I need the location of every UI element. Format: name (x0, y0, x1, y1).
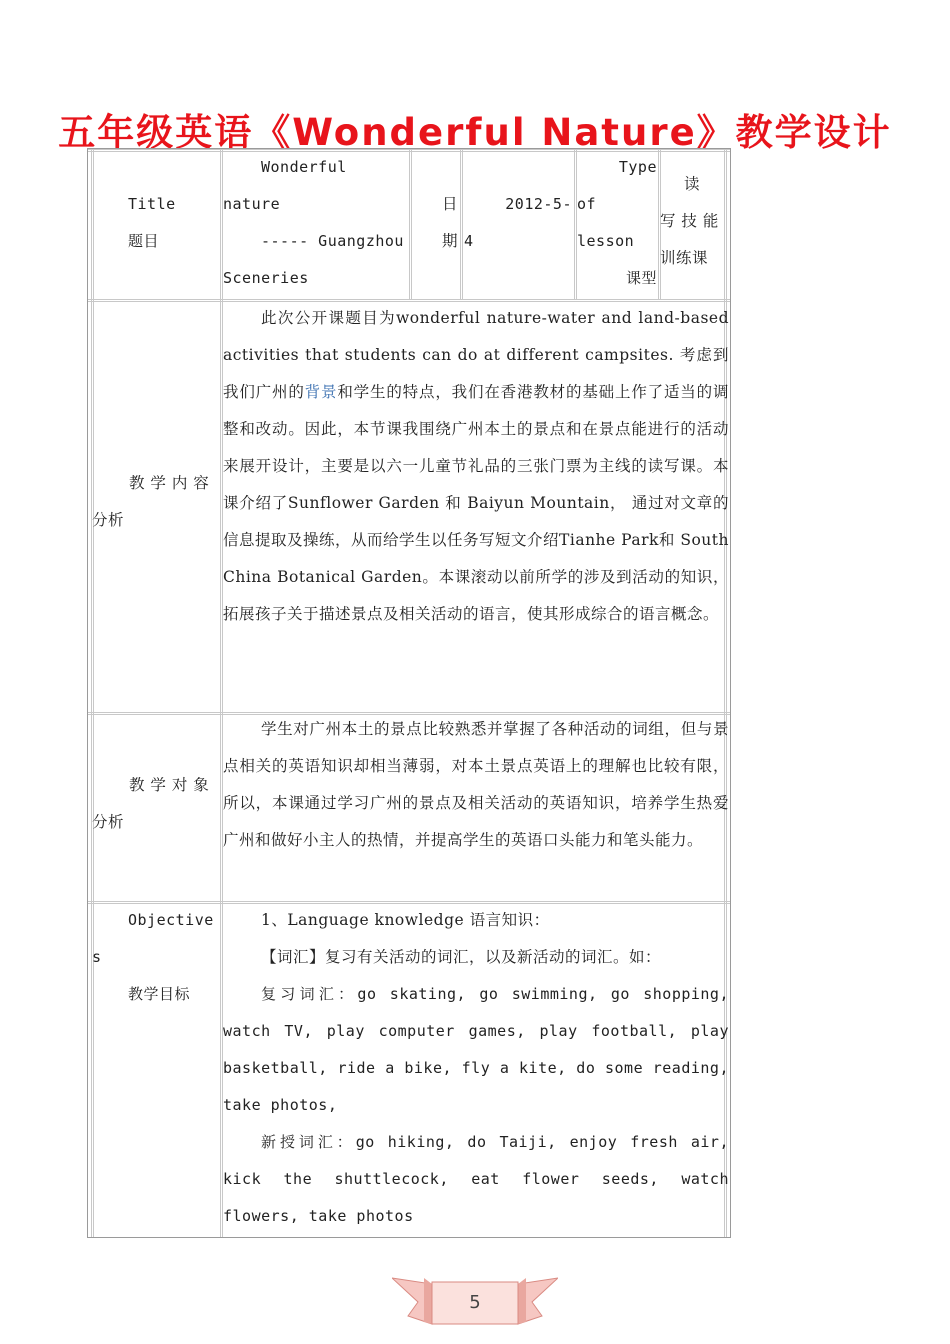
title-label-cn: 题目 (128, 232, 160, 250)
title-label-en: Title (128, 195, 176, 213)
content-text-part: 此次公开课题目为wonderful nature-water and land-based activities that students can do at different campsites. 考虑到我们广州的 (223, 309, 729, 401)
objectives-new-vocab: 新授词汇：go hiking, do Taiji, enjoy fresh air, kick the shuttlecock, eat flower seeds, watch flowers, take photos (223, 1133, 729, 1225)
title-label-cell (128, 186, 218, 260)
date-label-line: 日 (441, 195, 458, 213)
student-analysis-text: 学生对广州本土的景点比较熟悉并掌握了各种活动的词组，但与景点相关的英语知识却相当薄弱，对本土景点英语上的理解也比较有限，所以，本课通过学习广州的景点及相关活动的英语知识，培养学生热爱广州和做好小主人的热情，并提高学生的英语口头能力和笔头能力。 (223, 720, 729, 849)
title-value-line: Sceneries (223, 269, 309, 287)
lesson-type-value-cell (660, 166, 724, 277)
content-analysis-label-line: 分析 (92, 511, 125, 529)
document-title: 五年级英语《Wonderful Nature》教学设计 (58, 111, 892, 154)
lesson-type-label-line: 课型 (625, 269, 657, 287)
student-analysis-label-line: 教 学 对 象 (129, 776, 210, 794)
title-value-line: nature (223, 195, 281, 213)
lesson-type-value-line: 读 (683, 175, 700, 193)
content-text-part: 和学生的特点，我们在香港教材的基础上作了适当的调整和改动。因此，本节课我围绕广州本土的景点和在景点能进行的活动来展开设计，主要是以六一儿童节礼品的三张门票为主线的读写课。本课介绍了Sunflower Garden 和 Baiyun Mountain， 通过对文章的信息提取及操练，从而给学生以任务写短文介绍Tianhe Park和 South China Botanical Garden。本课滚动以前所学的涉及到活动的知识，拓展孩子关于描述景点及相关活动的语言，使其形成综合的语言概念。 (223, 383, 729, 623)
objectives-label-line: 教学目标 (128, 985, 191, 1003)
lesson-type-label-line: lesson (577, 232, 635, 250)
title-value-line: Wonderful (261, 158, 347, 176)
date-label-line: 期 (441, 232, 458, 250)
date-label-cell (411, 186, 458, 260)
objectives-review-vocab: 复习词汇：go skating, go swimming, go shopping, watch TV, play computer games, play football, play basketball, ride a bike, fly a kite, do some reading, take photos, (223, 985, 729, 1114)
date-value-cell (464, 186, 572, 260)
objectives-label-line: Objective (128, 911, 214, 929)
page-number-badge (392, 1272, 558, 1336)
objectives-text (223, 902, 729, 1235)
background-link[interactable]: 背景 (304, 383, 338, 401)
lesson-type-label-line: Type (618, 158, 657, 176)
date-value-line: 4 (464, 232, 474, 250)
student-analysis-label-line: 分析 (92, 813, 125, 831)
page-number: 5 (469, 1292, 481, 1313)
student-analysis-label (92, 767, 220, 841)
date-value-line: 2012-5- (505, 195, 572, 213)
content-analysis-text (223, 300, 729, 633)
lesson-type-label-cell (577, 149, 657, 297)
column-divider (460, 149, 463, 299)
objectives-vocab-line: 【词汇】复习有关活动的词汇，以及新活动的词汇。如： (261, 948, 662, 966)
lesson-type-value-line: 训练课 (660, 249, 709, 267)
lesson-type-value-line: 写 技 能 (660, 212, 719, 230)
objectives-label-line: s (92, 948, 102, 966)
lesson-type-label-line: of (577, 195, 597, 213)
objectives-label (92, 902, 220, 1013)
content-analysis-label-line: 教 学 内 容 (129, 474, 210, 492)
content-analysis-label (92, 465, 220, 539)
title-value-line: ----- Guangzhou (261, 232, 404, 250)
title-value-cell (223, 149, 411, 297)
column-divider (91, 149, 94, 1237)
objectives-heading: 1、Language knowledge 语言知识： (261, 911, 550, 929)
lesson-plan-table (87, 148, 731, 1238)
